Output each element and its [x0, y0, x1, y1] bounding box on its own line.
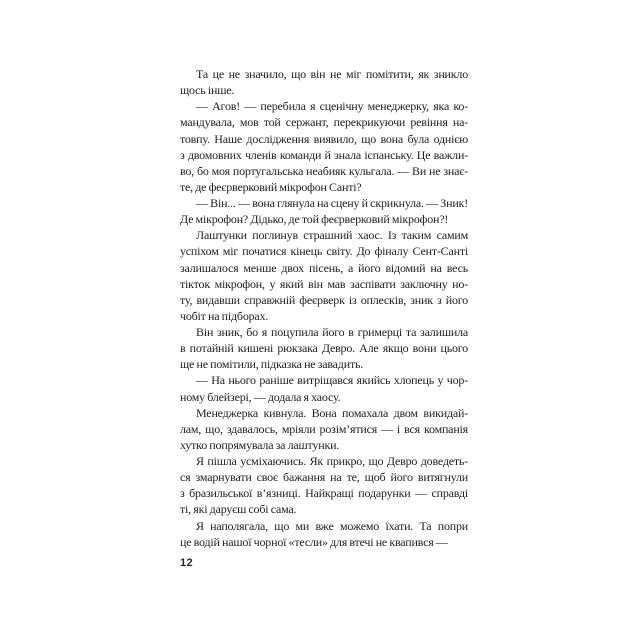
text-line: — На нього раніше витріщався якийсь хлопець у чор-: [196, 373, 468, 388]
text-line: з бразильської в’язниці. Найкращі подарунки — справді: [180, 486, 468, 501]
text-line: тікток мікрофон, у який він мав заспівати заключну но-: [180, 276, 468, 291]
text-line: чобіт на підборах.: [180, 308, 269, 323]
text-line: во, бо моя португальська неабияк кульгала. — Ви не знає-: [180, 163, 468, 178]
text-line: Менеджерка кивнула. Вона помахала двом викидай-: [196, 405, 468, 420]
text-line: — Він... — вона глянула на сцену й скрикнула. — Зник!: [196, 196, 468, 210]
text-line: ще не помітили, підказка не завадить.: [180, 357, 364, 372]
paragraph: [180, 227, 468, 324]
paragraph: [180, 453, 468, 518]
text-line: лам, що, здавалось, мріяли розім’ятися — і вся компанія: [180, 421, 468, 436]
text-line: Я пішла усміхаючись. Як прикро, що Девро доведеть-: [196, 454, 468, 468]
text-line: товпу. Наше дослідження виявило, що вона була однією: [180, 131, 468, 146]
paragraph: [180, 324, 468, 372]
text-line: мандувала, мов той сержант, перекрикуючи ревіння на-: [180, 115, 468, 130]
text-line: ному блейзері, — додала я хаосу.: [180, 389, 341, 404]
paragraph: [180, 405, 468, 453]
text-line: успіхом міг початися кінець світу. До фіналу Сент-Санті: [180, 244, 468, 259]
text-line: ся змарнувати своє бажання на те, щоб його витягнули: [180, 470, 468, 485]
text-line: Лаштунки поглинув страшний хаос. Із таким самим: [196, 228, 468, 243]
text-line: Та це не значило, що він не міг помітити, як зникло: [196, 67, 468, 81]
text-line: те, де феєрверковий мікрофон Санті?: [180, 179, 362, 194]
text-line: Я наполягала, що ми вже можемо їхати. Та попри: [196, 518, 468, 533]
page-number: 12: [180, 557, 194, 569]
text-line: ті, які даруєш собі сама.: [180, 502, 297, 517]
text-line: хутко попрямувала за лаштунки.: [180, 437, 340, 452]
text-line: ту, видавши справжній феєрверк із оплесків, зник з його: [180, 292, 468, 307]
paragraph: [180, 195, 468, 227]
paragraph: [180, 66, 468, 98]
paragraph: [180, 518, 468, 550]
text-line: — Агов! — перебила я сценічну менеджерку, яка ко-: [196, 99, 468, 114]
text-line: з двомовних членів команди й знала іспанську. Це важли-: [180, 147, 468, 162]
page-text: [180, 66, 468, 550]
text-line: це водій нашої чорної «тесли» для втечі не квапився —: [180, 534, 448, 549]
text-line: щось інше.: [180, 83, 235, 98]
paragraph: [180, 372, 468, 404]
text-line: залишалося менше двох пісень, а його відомий на весь: [180, 260, 468, 275]
text-line: в потайній кишені рюкзака Девро. Але якщо вони цього: [180, 341, 468, 356]
text-line: Він зник, бо я поцупила його в гримерці та залишила: [196, 325, 468, 339]
paragraph: [180, 98, 468, 195]
text-line: Де мікрофон? Дідько, де той феєрверковий мікрофон?!: [180, 212, 449, 227]
